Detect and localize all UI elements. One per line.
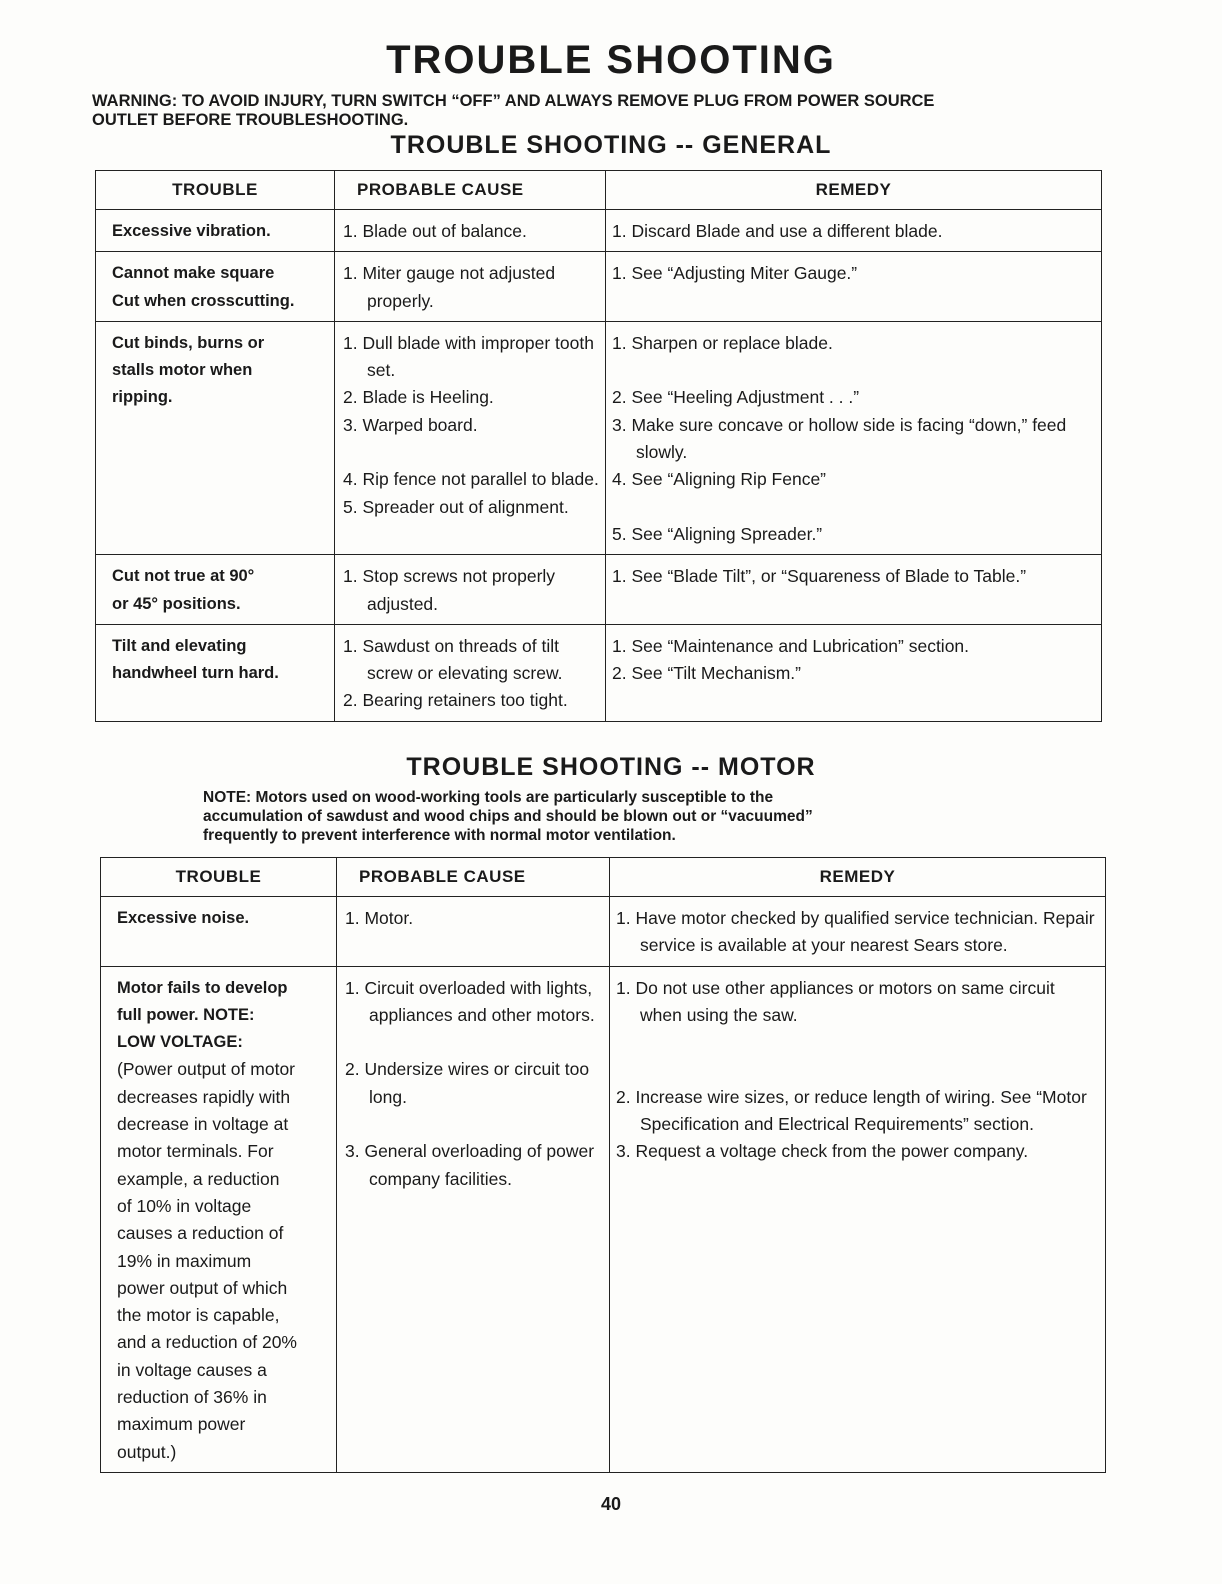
- general-troubleshooting-table: [95, 170, 1102, 722]
- note-line: accumulation of sawdust and wood chips and should be blown out or “vacuumed”: [203, 808, 813, 825]
- cause-item: 1. Blade out of balance.: [343, 221, 527, 241]
- remedy-cell: [606, 252, 1102, 322]
- remedy-item: 4. See “Aligning Rip Fence”: [612, 469, 826, 490]
- table-header-row: [96, 171, 1102, 210]
- cause-item: 3. Warped board.: [343, 414, 478, 435]
- cause-cell: [335, 321, 606, 554]
- table-row: [101, 897, 1106, 967]
- cause-cell: [337, 966, 610, 1472]
- trouble-detail-line: and a reduction of 20%: [117, 1332, 297, 1353]
- cause-item: 1. Circuit overloaded with lights, appliances and other motors.: [345, 977, 595, 1025]
- remedy-spacer: [612, 494, 1095, 521]
- table-row: [101, 966, 1106, 1472]
- cause-item: 2. Undersize wires or circuit too long.: [345, 1059, 590, 1107]
- trouble-detail-line: causes a reduction of: [117, 1223, 284, 1244]
- trouble-line: Excessive vibration.: [112, 222, 271, 240]
- trouble-detail-line: (Power output of motor: [117, 1059, 295, 1080]
- remedy-item: 1. Discard Blade and use a different blade.: [612, 221, 943, 241]
- general-section-title: TROUBLE SHOOTING -- GENERAL: [390, 131, 832, 159]
- remedy-item: 5. See “Aligning Spreader.”: [612, 523, 823, 544]
- trouble-cell: [96, 252, 335, 322]
- trouble-line: stalls motor when: [112, 361, 253, 380]
- remedy-item: 1. Sharpen or replace blade.: [612, 332, 833, 353]
- cause-item: 1. Dull blade with improper tooth set.: [343, 332, 594, 381]
- trouble-cell: [101, 897, 337, 967]
- remedy-item: 2. See “Tilt Mechanism.”: [612, 663, 801, 684]
- remedy-item: 1. See “Adjusting Miter Gauge.”: [612, 263, 858, 284]
- trouble-line: full power. NOTE:: [117, 1005, 255, 1024]
- trouble-detail-line: power output of which: [117, 1277, 288, 1298]
- trouble-line: or 45° positions.: [112, 594, 241, 613]
- trouble-cell: [96, 555, 335, 625]
- trouble-line: ripping.: [112, 388, 173, 407]
- trouble-line: Cut binds, burns or: [112, 333, 265, 352]
- cause-column-header: PROBABLE CAUSE: [337, 858, 610, 897]
- cause-item: 1. Sawdust on threads of tilt screw or elevating screw.: [343, 635, 563, 684]
- trouble-detail-line: in voltage causes a: [117, 1359, 267, 1380]
- trouble-detail-line: of 10% in voltage: [117, 1195, 252, 1216]
- cause-cell: [335, 252, 606, 322]
- motor-note: [203, 788, 1003, 845]
- cause-cell: [335, 210, 606, 252]
- remedy-cell: [606, 210, 1102, 252]
- trouble-line: LOW VOLTAGE:: [117, 1033, 243, 1052]
- trouble-detail-line: example, a reduction: [117, 1168, 280, 1189]
- trouble-detail-line: reduction of 36% in: [117, 1387, 267, 1408]
- remedy-column-header: REMEDY: [606, 171, 1102, 210]
- remedy-item: 1. See “Maintenance and Lubrication” section.: [612, 635, 970, 656]
- trouble-line: Cut when crosscutting.: [112, 291, 295, 310]
- cause-spacer: [345, 1111, 603, 1138]
- note-line: frequently to prevent interference with normal motor ventilation.: [203, 827, 676, 844]
- cause-cell: [337, 897, 610, 967]
- cause-item: 2. Blade is Heeling.: [343, 387, 494, 408]
- remedy-spacer: [616, 1029, 1099, 1056]
- warning-line: OUTLET BEFORE TROUBLESHOOTING.: [92, 111, 409, 129]
- trouble-line: Excessive noise.: [117, 909, 250, 927]
- cause-cell: [335, 624, 606, 721]
- remedy-item: 1. Do not use other appliances or motors on same circuit when using the saw.: [616, 977, 1055, 1025]
- remedy-cell: [606, 624, 1102, 721]
- remedy-cell: [610, 966, 1106, 1472]
- trouble-cell: [96, 321, 335, 554]
- cause-cell: [335, 555, 606, 625]
- trouble-cell: [101, 966, 337, 1472]
- cause-spacer: [343, 439, 599, 466]
- trouble-cell: [96, 210, 335, 252]
- remedy-cell: [606, 555, 1102, 625]
- cause-item: 3. General overloading of power company facilities.: [345, 1141, 595, 1189]
- cause-item: 4. Rip fence not parallel to blade.: [343, 469, 599, 490]
- trouble-column-header: TROUBLE: [101, 858, 337, 897]
- motor-section-title: TROUBLE SHOOTING -- MOTOR: [406, 753, 816, 781]
- cause-item: 2. Bearing retainers too tight.: [343, 690, 568, 711]
- table-row: [96, 321, 1102, 554]
- trouble-detail-line: maximum power: [117, 1414, 246, 1435]
- cause-item: 1. Stop screws not properly adjusted.: [343, 566, 556, 614]
- trouble-line: Motor fails to develop: [117, 978, 288, 997]
- remedy-item: 3. Request a voltage check from the power company.: [616, 1141, 1029, 1162]
- trouble-column-header: TROUBLE: [96, 171, 335, 210]
- trouble-line: Tilt and elevating: [112, 636, 247, 655]
- cause-item: 5. Spreader out of alignment.: [343, 496, 569, 517]
- page-title: TROUBLE SHOOTING: [386, 38, 836, 82]
- note-line: NOTE: Motors used on wood-working tools are particularly susceptible to the: [203, 789, 774, 806]
- page-number: 40: [600, 1494, 622, 1514]
- remedy-cell: [606, 321, 1102, 554]
- remedy-column-header: REMEDY: [610, 858, 1106, 897]
- trouble-detail-line: motor terminals. For: [117, 1141, 274, 1162]
- warning-notice: [92, 92, 1102, 130]
- trouble-detail-line: output.): [117, 1441, 177, 1462]
- remedy-item: 1. See “Blade Tilt”, or “Squareness of Blade to Table.”: [612, 566, 1027, 587]
- trouble-detail-line: the motor is capable,: [117, 1305, 280, 1326]
- warning-line: WARNING: TO AVOID INJURY, TURN SWITCH “OFF” AND ALWAYS REMOVE PLUG FROM POWER SOURCE: [92, 92, 935, 110]
- trouble-detail-line: decreases rapidly with: [117, 1086, 291, 1107]
- cause-item: 1. Motor.: [345, 908, 414, 928]
- table-row: [96, 624, 1102, 721]
- trouble-line: Cannot make square: [112, 264, 275, 283]
- table-header-row: [101, 858, 1106, 897]
- trouble-line: handwheel turn hard.: [112, 664, 279, 683]
- remedy-spacer: [616, 1056, 1099, 1083]
- remedy-spacer: [612, 357, 1095, 384]
- cause-column-header: PROBABLE CAUSE: [335, 171, 606, 210]
- trouble-line: Cut not true at 90°: [112, 567, 255, 586]
- cause-spacer: [345, 1029, 603, 1056]
- remedy-item: 3. Make sure concave or hollow side is facing “down,” feed slowly.: [612, 414, 1067, 463]
- remedy-item: 2. Increase wire sizes, or reduce length of wiring. See “Motor Specification and Electrical Requirements” section.: [616, 1086, 1087, 1135]
- table-row: [96, 555, 1102, 625]
- table-row: [96, 210, 1102, 252]
- trouble-detail-line: 19% in maximum: [117, 1250, 252, 1271]
- remedy-item: 1. Have motor checked by qualified service technician. Repair service is available at your nearest Sears store.: [616, 908, 1095, 956]
- remedy-item: 2. See “Heeling Adjustment . . .”: [612, 387, 860, 408]
- table-row: [96, 252, 1102, 322]
- trouble-cell: [96, 624, 335, 721]
- motor-troubleshooting-table: [100, 857, 1106, 1473]
- trouble-detail-line: decrease in voltage at: [117, 1114, 289, 1135]
- cause-item: 1. Miter gauge not adjusted properly.: [343, 263, 556, 311]
- remedy-cell: [610, 897, 1106, 967]
